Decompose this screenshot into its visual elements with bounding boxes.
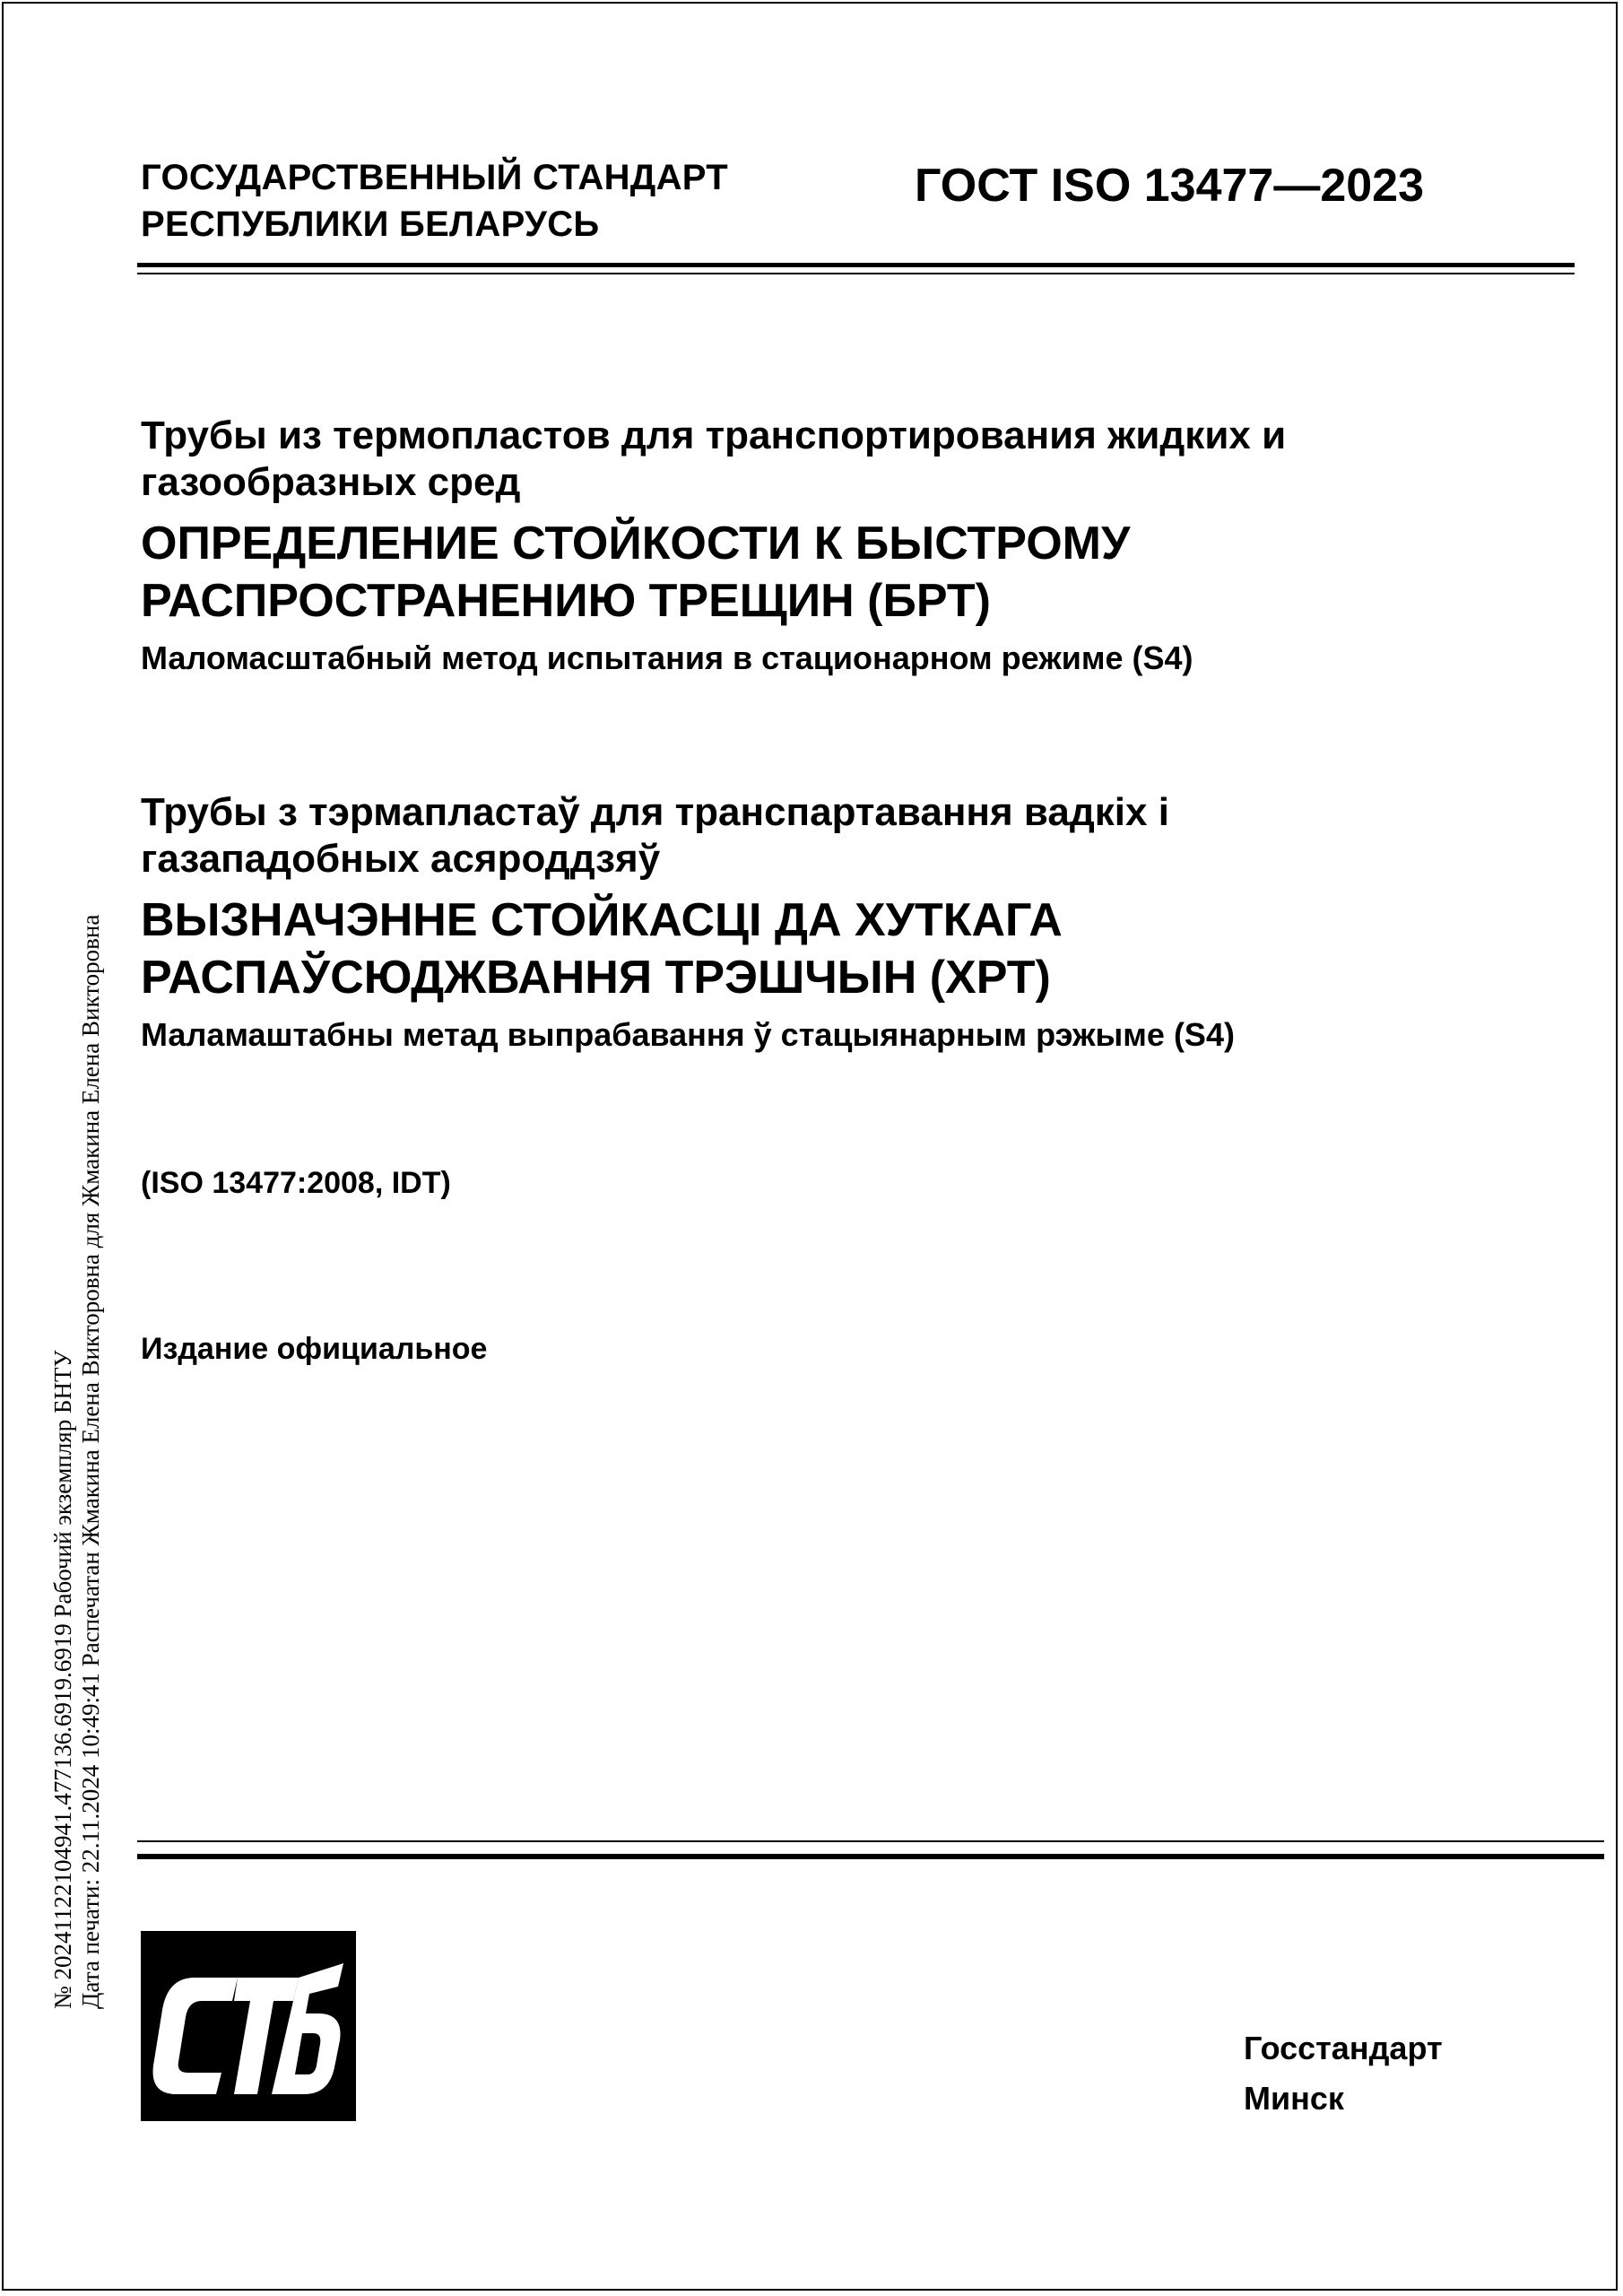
method-by: Маламаштабны метад выпрабавання ў стацыянарным рэжыме (S4)	[141, 1016, 1235, 1053]
edition-note: Издание официальное	[141, 1332, 488, 1366]
subject-ru-line2: газообразных сред	[141, 460, 521, 504]
subject-ru-line1: Трубы из термопластов для транспортирования жидких и	[141, 413, 1287, 457]
stb-logo-graphic	[141, 1931, 356, 2121]
method-ru: Маломасштабный метод испытания в стационарном режиме (S4)	[141, 639, 1193, 676]
title-by-line2: РАСПАЎСЮДЖВАННЯ ТРЭШЧЫН (ХРТ)	[141, 952, 1051, 1004]
header-rule-thin	[137, 273, 1575, 274]
print-stamp-line2: Дата печати: 22.11.2024 10:49:41 Распечатан Жмакина Елена Викторовна для Жмакина Елена Викторовна	[77, 914, 104, 2009]
title-ru-line1: ОПРЕДЕЛЕНИЕ СТОЙКОСТИ К БЫСТРОМУ	[141, 517, 1131, 570]
footer-rule-thin	[137, 1840, 1604, 1842]
standard-authority-line2: РЕСПУБЛИКИ БЕЛАРУСЬ	[141, 204, 600, 244]
title-block-belarusian	[141, 789, 1235, 1057]
publisher-name: Госстандарт	[1244, 2030, 1443, 2066]
subject-by-line1: Трубы з тэрмапластаў для транспартавання вадкіх і	[141, 790, 1169, 834]
standard-authority	[141, 154, 728, 248]
iso-reference: (ISO 13477:2008, IDT)	[141, 1166, 451, 1200]
header-rule-thick	[137, 263, 1575, 267]
title-by-line1: ВЫЗНАЧЭННЕ СТОЙКАСЦІ ДА ХУТКАГА	[141, 894, 1063, 946]
title-block-russian	[141, 413, 1286, 680]
subject-by-line2: газападобных асяроддзяў	[141, 837, 661, 881]
stb-logo-icon	[141, 1931, 356, 2121]
footer-rule-thick	[137, 1854, 1604, 1859]
standard-authority-line1: ГОСУДАРСТВЕННЫЙ СТАНДАРТ	[141, 158, 728, 197]
standard-designation: ГОСТ ISO 13477—2023	[915, 160, 1425, 212]
publisher-city: Минск	[1244, 2080, 1344, 2117]
print-stamp	[49, 637, 105, 2009]
title-ru-line2: РАСПРОСТРАНЕНИЮ ТРЕЩИН (БРТ)	[141, 575, 991, 627]
print-stamp-line1: № 20241122104941.477136.6919.6919 Рабочий экземпляр БНТУ	[49, 1350, 76, 2009]
